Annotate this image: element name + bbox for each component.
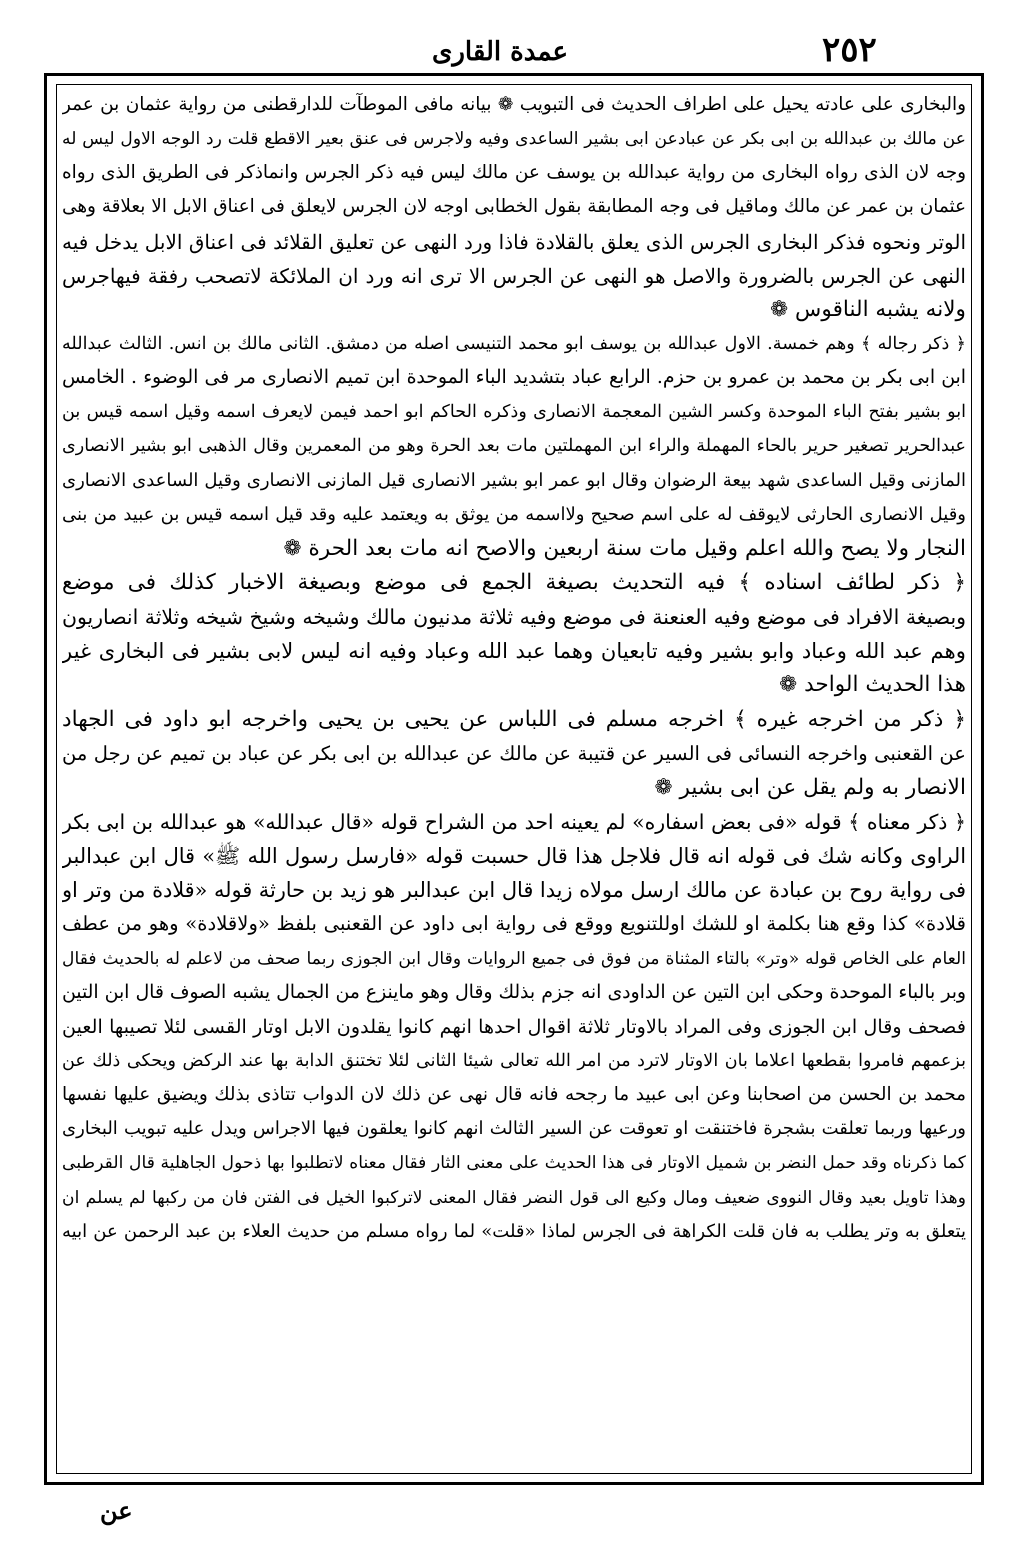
text-line: ابن ابی بکر بن محمد بن عمرو بن حزم. الرابع عباد بتشدید الباء الموحدة ابن تمیم الانصاری مر فی الوضوء . الخامس — [62, 367, 966, 389]
text-line: بزعمهم فامروا بقطعها اعلاما بان الاوتار لاترد من امر الله تعالی شیئا الثانی لئلا تختنق الدابة بها عند الرکض ویحکی ذلك عن — [62, 1050, 966, 1071]
text-line: وبصیغة الافراد فی موضع وفیه العنعنة فی موضع وفیه ثلاثة مدنیون مالك وشیخه وشیخ شیخه وثلاثة انصاریون — [62, 605, 966, 630]
text-line: وبر بالباء الموحدة وحکی ابن التین عن الداودی انه جزم بذلك وقال وهو ماینزع من الجمال یشبه الصوف قال ابن التین — [62, 981, 966, 1003]
text-line: العام علی الخاص قوله «وتر» بالتاء المثناة من فوق فی جمیع الروایات وقال ابن الجوزی ربما صحف من لاعلم له بالحدیث فقال — [62, 948, 966, 969]
text-line: المازنی وقیل الساعدی شهد بیعة الرضوان وقال ابو عمر ابو بشیر الانصاری قیل المازنی الانصاری وقیل الساعدی الانصاری — [62, 469, 966, 491]
text-line: عبدالحریر تصغیر حریر بالحاء المهملة والراء ابن المهملتین مات بعد الحرة وهو من المعمرین وقال الذهبی ابو بشیر الانصاری — [62, 436, 966, 457]
text-line: فی روایة روح بن عبادة عن مالك ارسل مولاه زیدا قال ابن عبدالبر هو زید بن حارثة قوله «قلادة من وتر او — [62, 878, 966, 903]
text-line: ابو بشیر بفتح الباء الموحدة وکسر الشین المعجمة الانصاری وذکره الحاکم ابو احمد فیمن لایعرف اسمه وقیل اسمه قیس بن — [62, 402, 966, 423]
text-line: الوتر ونحوه فذکر البخاری الجرس الذی یعلق بالقلادة فاذا ورد النهی عن تعلیق القلائد فی اعناق الابل یدخل فیه — [62, 229, 966, 254]
text-line: محمد بن الحسن من اصحابنا وعن ابی عبید ما رجحه فانه قال نهی عن ذلك لان الدواب تتاذی بذلك ویضیق علیها نفسها — [62, 1084, 966, 1106]
text-line: عن القعنبی واخرجه النسائی فی السیر عن قتیبة عن مالك عن عبدالله بن ابی بکر عن عباد بن تمیم عن رجل من — [62, 741, 966, 765]
text-line: الراوی وکانه شك فی قوله انه قال فلاجل هذا قال حسبت قوله «فارسل رسول الله ﷺ» قال ابن عبدالبر — [62, 844, 966, 869]
text-line: یتعلق به وتر یطلب به فان قلت الکراهة فی الجرس لماذا «قلت» لما رواه مسلم من حدیث العلاء بن عبد الرحمن عن ابیه — [62, 1220, 966, 1242]
section-heading-line: ﴿ ذکر معناه ﴾ قوله «فی بعض اسفاره» لم یعینه احد من الشراح قوله «قال عبدالله» هو عبدالله بن ابی بکر — [62, 809, 966, 834]
section-heading-line: ﴿ ذکر لطائف اسناده ﴾ فیه التحدیث بصیغة الجمع فی موضع وبصیغة الاخبار کذلك فی موضع — [62, 569, 966, 595]
text-line: وقیل الانصاری الحارثی لایوقف له علی اسم صحیح ولااسمه من یوثق به ویعتمد علیه وقد قیل اسمه قیس بن عبید من بنی — [62, 503, 966, 525]
text-line: ورعیها وربما تعلقت بشجرة فاختنقت او تعوقت عن السیر الثالث انهم کانوا یعلقون فیها الاجراس ویدل علیه تبویب البخاری — [62, 1118, 966, 1140]
text-line: ولانه یشبه الناقوس ❁ — [770, 296, 966, 322]
text-line: النجار ولا یصح والله اعلم وقیل مات سنة اربعین والاصح انه مات بعد الحرة ❁ — [283, 535, 966, 561]
text-line: وهم عبد الله وعباد وابو بشیر وفیه تابعیان وهما عبد الله وعباد وفیه انه لیس لابی بشیر فی البخاری غیر — [62, 638, 966, 664]
text-line: وجه لان الذی رواه البخاری من روایة عبدالله بن یوسف عن مالك لیس فیه ذکر الجرس وانماذکر فی الطریق الذی رواه — [62, 162, 966, 184]
page-number: ٢٥٢ — [822, 30, 877, 70]
text-line: وهذا تاویل بعید وقال النووی ضعیف ومال وکیع الی قول النضر فقال المعنی لاترکبوا الخیل فی الفتن فان من رکبها لم یسلم ان — [62, 1187, 966, 1208]
catchword: عن — [100, 1496, 133, 1525]
running-title: عمدة القاری — [432, 37, 568, 67]
body-text — [62, 88, 966, 1468]
section-heading-line: ﴿ ذکر رجاله ﴾ وهم خمسة. الاول عبدالله بن یوسف ابو محمد التنیسی اصله من دمشق. الثانی مالك بن انس. الثالث عبدالله — [62, 333, 966, 354]
text-line: عن مالك بن عبدالله بن ابی بکر عن عبادعن ابی بشیر الساعدی وفیه ولاجرس فی عنق بعیر الاقطع قلت رد الوجه الاول لیس له — [62, 129, 966, 150]
section-heading-line: ﴿ ذکر من اخرجه غیره ﴾ اخرجه مسلم فی اللباس عن یحیی بن یحیی واخرجه ابو داود فی الجهاد — [62, 706, 966, 732]
text-line: هذا الحدیث الواحد ❁ — [779, 672, 966, 698]
text-line: الانصار به ولم یقل عن ابی بشیر ❁ — [654, 774, 966, 800]
text-line: والبخاری علی عادته یحیل علی اطراف الحدیث فی التبویب ❁ بیانه مافی الموطآت للدارقطنی من روایة عثمان بن عمر — [62, 94, 966, 115]
text-line: عثمان بن عمر عن مالك وماقیل فی وجه المطابقة بقول الخطابی اوجه لان الجرس لایعلق فی اعناق الابل الا بعلاقة وهی — [62, 196, 966, 218]
text-line: النهی عن الجرس بالضرورة والاصل هو النهی عن الجرس الا تری انه ورد ان الملائکة لاتصحب رفقة فیهاجرس — [62, 263, 966, 288]
text-line: فصحف وقال ابن الجوزی وفی المراد بالاوتار ثلاثة اقوال احدها انهم کانوا یقلدون الابل اوتار القسی لئلا تصیبها العین — [62, 1014, 966, 1038]
text-line: قلادة» کذا وقع هنا بکلمة او للشك اوللتنویع ووقع فی روایة ابی داود عن القعنبی بلفظ «ولاقلادة» وهو من عطف — [62, 912, 966, 936]
text-line: کما ذکرناه وقد حمل النضر بن شمیل الاوتار فی هذا الحدیث علی معنی الثار فقال معناه لاتطلبوا بها ذحول الجاهلیة قال القرطبی — [62, 1153, 966, 1174]
